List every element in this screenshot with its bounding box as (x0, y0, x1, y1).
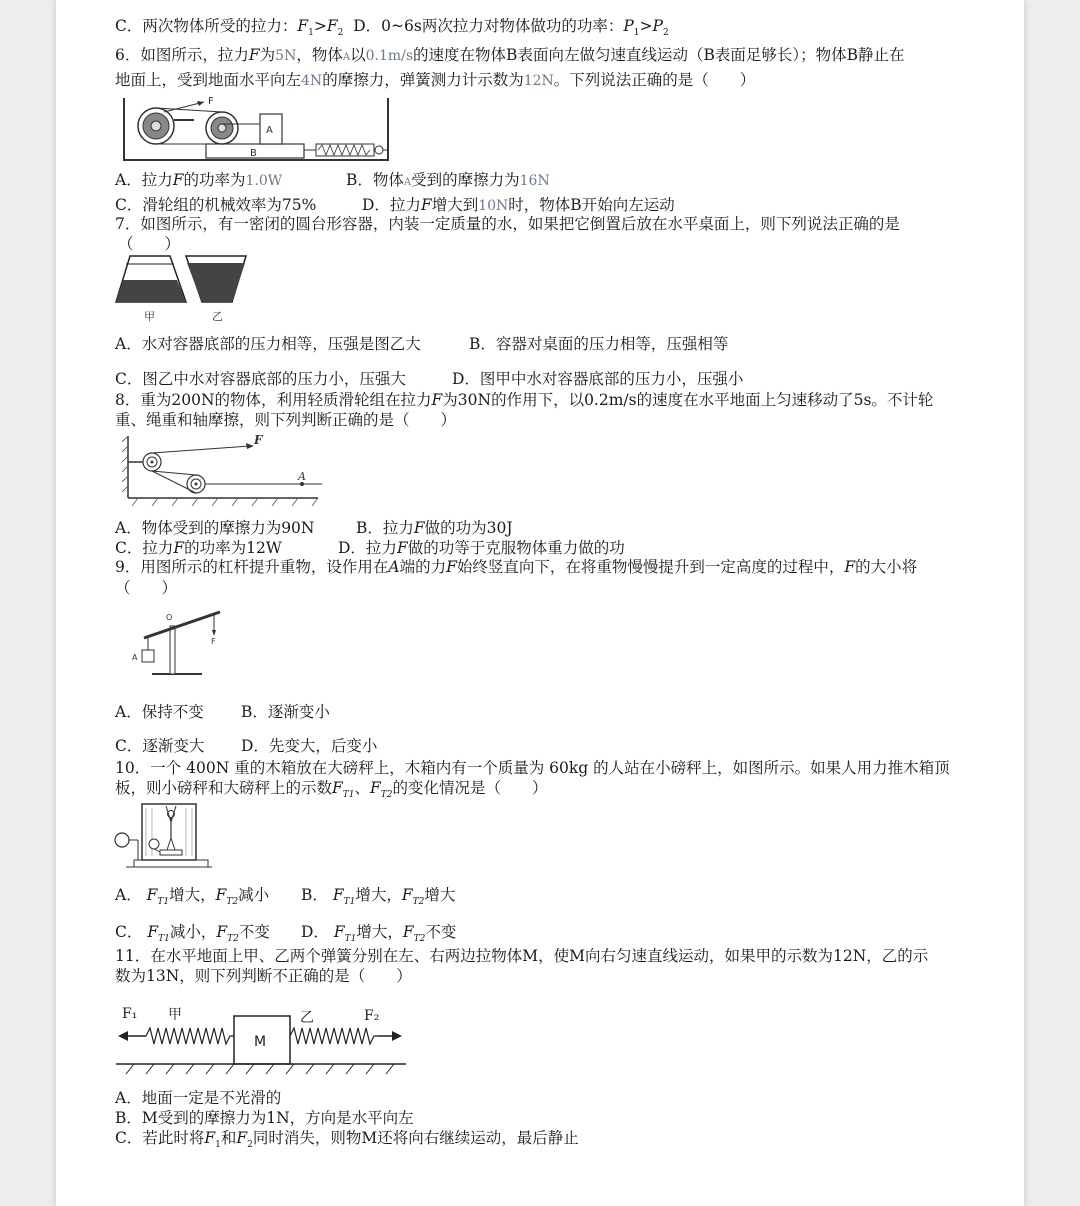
q8-stem-line1: 8．重为200N的物体，利用轻质滑轮组在拉力F为30N的作用下，以0.2m/s的速度在水平地面上匀速移动了5s。不计轮 (115, 391, 934, 409)
q8-option-b: B．拉力F做的功为30J (356, 519, 513, 537)
q8-fig-label-f: F (254, 433, 263, 447)
q11-option-b: B．M受到的摩擦力为1N，方向是水平向左 (115, 1109, 414, 1127)
q9-option-d: D．先变大，后变小 (241, 737, 378, 755)
q9-option-a: A．保持不变 (115, 703, 204, 721)
exam-page (56, 0, 1024, 1206)
q7-fig-label-yi: 乙 (212, 310, 223, 323)
q10-option-b: B． $F_{T1}$增大，$F_{T2}$增大 (301, 886, 456, 907)
q8-pulley-figure (122, 432, 322, 512)
q9-answer-paren: （ ） (115, 579, 178, 597)
q6-stem-line1: 6．如图所示，拉力F为5N，物体A以0.1m/s的速度在物体B表面向左做匀速直线运动（B表面足够长）；物体B静止在 (115, 46, 905, 64)
q6-pulley-figure (120, 94, 400, 164)
q6-fig-label-a: A (266, 125, 273, 136)
q9-stem: 9．用图所示的杠杆提升重物，设作用在A端的力F始终竖直向下，在将重物慢慢提升到一定高度的过程中，F的大小将 (115, 558, 918, 576)
q11-stem-line1: 11．在水平地面上甲、乙两个弹簧分别在左、右两边拉物体M，使M向右匀速直线运动，如果甲的示数为12N，乙的示 (115, 947, 929, 965)
q8-stem-line2: 重、绳重和轴摩擦，则下列判断正确的是（ ） (115, 411, 457, 429)
q10-option-a: A． $F_{T1}$增大，$F_{T2}$减小 (115, 886, 270, 907)
q9-fig-label-f: F (211, 637, 216, 646)
q8-option-d: D．拉力F做的功等于克服物体重力做的功 (338, 539, 625, 557)
q10-option-c: C． $F_{T1}$减小，$F_{T2}$不变 (115, 923, 270, 944)
q11-spring-figure (116, 1000, 416, 1082)
q7-option-c: C．图乙中水对容器底部的压力小，压强大 (115, 370, 406, 388)
q10-scale-figure (112, 800, 212, 872)
q6-option-c: C．滑轮组的机械效率为75% (115, 196, 317, 214)
q7-option-d: D．图甲中水对容器底部的压力小，压强小 (452, 370, 744, 388)
q7-option-a: A．水对容器底部的压力相等，压强是图乙大 (115, 335, 421, 353)
q7-stem: 7．如图所示，有一密闭的圆台形容器，内装一定质量的水，如果把它倒置后放在水平桌面上，则下列说法正确的是 (115, 215, 900, 233)
q11-stem-line2: 数为13N，则下列判断不正确的是（ ） (115, 967, 412, 985)
q10-option-d: D． $F_{T1}$增大，$F_{T2}$不变 (301, 923, 457, 944)
q6-fig-label-b: B (250, 148, 257, 159)
q9-option-c: C．逐渐变大 (115, 737, 205, 755)
q9-lever-figure (122, 600, 232, 682)
q6-stem-line2: 地面上，受到地面水平向左4N的摩擦力，弹簧测力计示数为12N。下列说法正确的是（ ） (115, 71, 756, 89)
q8-option-c: C．拉力F的功率为12W (115, 539, 282, 557)
q11-fig-label-m: M (254, 1034, 267, 1050)
q6-option-d: D．拉力F增大到10N时，物体B开始向左运动 (362, 196, 675, 214)
q6-option-a: A．拉力F的功率为1.0W (115, 171, 283, 189)
q10-stem-line1: 10．一个 400N 重的木箱放在大磅秤上，木箱内有一个质量为 60kg 的人站在小磅秤上，如图所示。如果人用力推木箱顶 (115, 759, 950, 777)
q7-fig-label-jia: 甲 (144, 310, 155, 323)
q9-option-b: B．逐渐变小 (241, 703, 330, 721)
q9-fig-label-o: O (166, 613, 173, 622)
q11-option-c: C．若此时将$F_1$和$F_2$同时消失，则物M还将向右继续运动，最后静止 (115, 1129, 579, 1150)
q9-fig-label-a: A (132, 653, 138, 662)
q11-fig-label-f2: F₂ (364, 1008, 380, 1024)
q6-option-b: B．物体A受到的摩擦力为16N (346, 171, 550, 189)
q5-options-cd: C．两次物体所受的拉力：$F_1>F_2$ D．0~6s两次拉力对物体做功的功率：$P_1>P_2$ (115, 17, 669, 38)
q11-fig-label-yi: 乙 (300, 1010, 314, 1026)
q7-container-figure (114, 250, 264, 325)
q7-answer-paren: （ ） (118, 235, 181, 253)
q8-fig-label-a: A (298, 470, 306, 483)
q6-fig-label-f: F (208, 96, 214, 107)
q10-stem-line2: 板，则小磅秤和大磅秤上的示数$F_{T1}$、$F_{T2}$的变化情况是（ ） (115, 779, 548, 800)
q11-option-a: A．地面一定是不光滑的 (115, 1089, 282, 1107)
q8-option-a: A．物体受到的摩擦力为90N (115, 519, 315, 537)
q11-fig-label-f1: F₁ (122, 1006, 138, 1022)
q11-fig-label-jia: 甲 (168, 1007, 182, 1023)
q7-option-b: B．容器对桌面的压力相等，压强相等 (469, 335, 729, 353)
